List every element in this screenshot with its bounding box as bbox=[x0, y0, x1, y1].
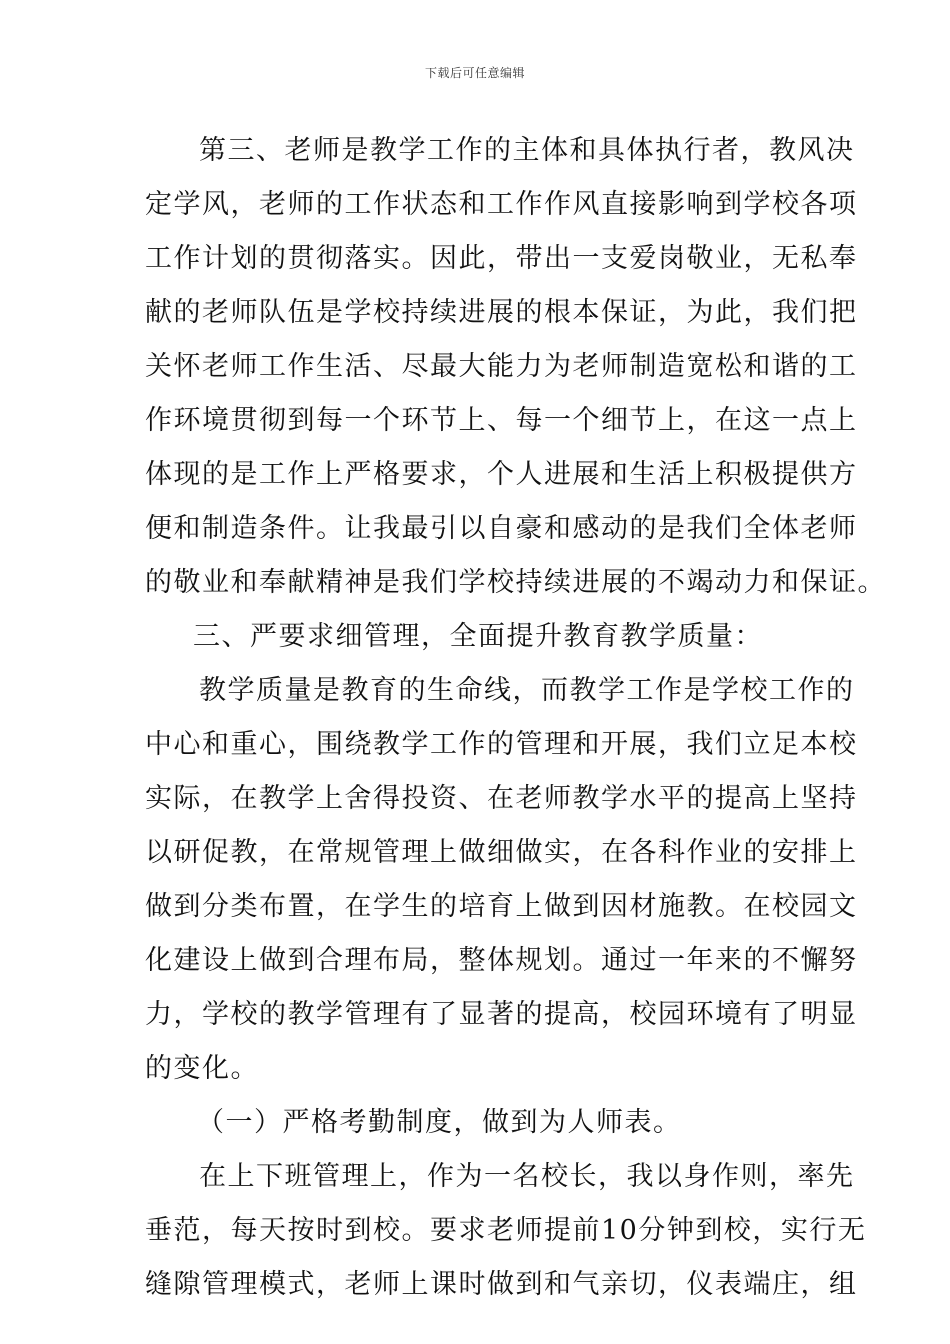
paragraph-line: 体现的是工作上严格要求，个人进展和生活上积极提供方 bbox=[145, 459, 858, 490]
paragraph-line: 实际，在教学上舍得投资、在老师教学水平的提高上坚持 bbox=[145, 783, 858, 814]
paragraph-line: 中心和重心，围绕教学工作的管理和开展，我们立足本校 bbox=[145, 729, 858, 760]
paragraph-line: 定学风，老师的工作状态和工作作风直接影响到学校各项 bbox=[145, 189, 858, 220]
paragraph-line: 关怀老师工作生活、尽最大能力为老师制造宽松和谐的工 bbox=[145, 351, 858, 382]
paragraph-line: 缝隙管理模式，老师上课时做到和气亲切，仪表端庄，组 bbox=[145, 1269, 858, 1300]
paragraph-line: 力，学校的教学管理有了显著的提高，校园环境有了明显 bbox=[145, 999, 858, 1030]
paragraph-line: 垂范，每天按时到校。要求老师提前10分钟到校，实行无 bbox=[145, 1215, 867, 1246]
subsection-heading: （一）严格考勤制度，做到为人师表。 bbox=[197, 1107, 682, 1138]
paragraph-line: 的变化。 bbox=[145, 1053, 259, 1084]
page-header: 下载后可任意编辑 bbox=[424, 66, 525, 80]
paragraph-line: 工作计划的贯彻落实。因此，带出一支爱岗敬业，无私奉 bbox=[145, 243, 858, 274]
paragraph-line: 做到分类布置，在学生的培育上做到因材施教。在校园文 bbox=[145, 891, 858, 922]
paragraph-line: 作环境贯彻到每一个环节上、每一个细节上，在这一点上 bbox=[145, 405, 858, 436]
paragraph-line: 化建设上做到合理布局，整体规划。通过一年来的不懈努 bbox=[145, 945, 858, 976]
paragraph-line: 第三、老师是教学工作的主体和具体执行者，教风决 bbox=[199, 135, 855, 166]
paragraph-line: 在上下班管理上，作为一名校长，我以身作则，率先 bbox=[199, 1161, 855, 1192]
section-heading: 三、严要求细管理，全面提升教育教学质量： bbox=[193, 621, 763, 652]
paragraph-line: 献的老师队伍是学校持续进展的根本保证，为此，我们把 bbox=[145, 297, 858, 328]
document-body bbox=[145, 124, 886, 1312]
paragraph-line: 教学质量是教育的生命线，而教学工作是学校工作的 bbox=[199, 675, 855, 706]
paragraph-line: 以研促教，在常规管理上做细做实，在各科作业的安排上 bbox=[145, 837, 858, 868]
paragraph-line: 便和制造条件。让我最引以自豪和感动的是我们全体老师 bbox=[145, 513, 858, 544]
paragraph-line: 的敬业和奉献精神是我们学校持续进展的不竭动力和保证。 bbox=[145, 567, 886, 598]
